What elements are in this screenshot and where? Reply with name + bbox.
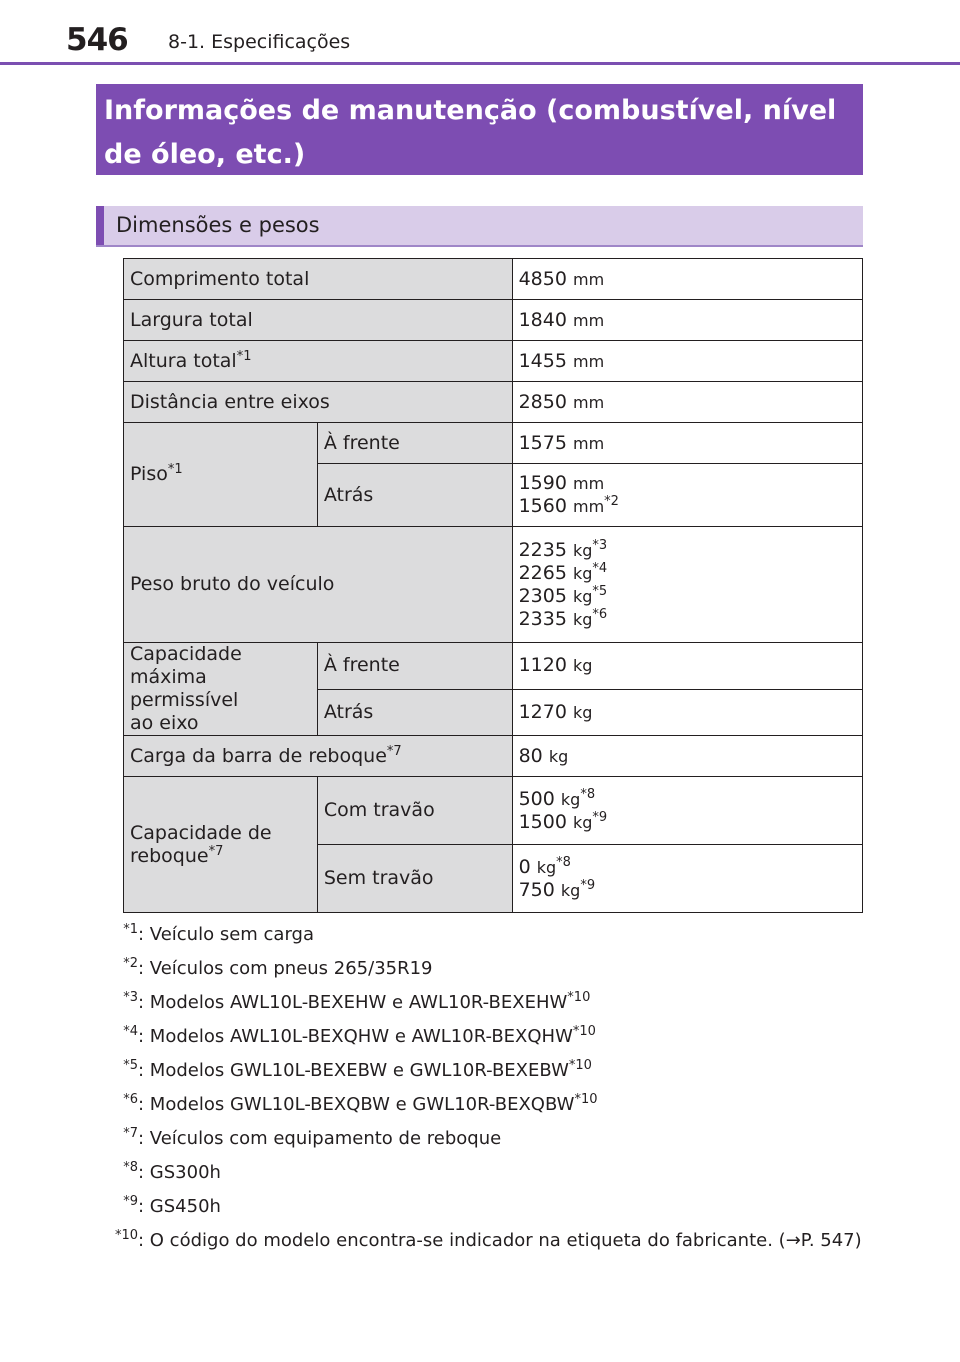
row-sublabel: Atrás	[317, 464, 512, 527]
table-row	[124, 382, 863, 423]
row-label: Capacidade de reboque$^{*7}$	[124, 777, 318, 913]
row-sublabel: À frente	[317, 423, 512, 464]
table-row	[124, 259, 863, 300]
row-sublabel: Com travão	[317, 777, 512, 845]
row-label: Piso$^{*1}$	[124, 423, 318, 527]
page-title: Informações de manutenção (combustível, nível de óleo, etc.)	[96, 84, 863, 175]
row-value: 2850 mm	[512, 382, 862, 423]
header-divider	[0, 62, 960, 65]
row-value: 1455 mm	[512, 341, 862, 382]
specs-table	[123, 258, 863, 913]
row-sublabel: Sem travão	[317, 845, 512, 913]
row-value: 4850 mm	[512, 259, 862, 300]
section-divider	[96, 245, 863, 247]
table-row	[124, 341, 863, 382]
row-value: 500 $kg^{*8}$ 1500 $kg^{*9}$	[512, 777, 862, 845]
page-number: 546	[66, 22, 128, 58]
chapter-title: 8-1. Especificações	[168, 31, 351, 53]
row-value: 1575 mm	[512, 423, 862, 464]
row-value: 1840 mm	[512, 300, 862, 341]
footnote: $^{*3}$: Modelos AWL10L-BEXEHW e AWL10R-BEXEHW$^{*10}$	[123, 990, 591, 1013]
footnote: $^{*7}$: Veículos com equipamento de reboque	[123, 1126, 502, 1149]
section-heading: Dimensões e pesos	[96, 206, 863, 246]
footnote: $^{*5}$: Modelos GWL10L-BEXEBW e GWL10R-BEXEBW$^{*10}$	[123, 1058, 592, 1081]
page-header	[0, 0, 960, 68]
table-row	[124, 300, 863, 341]
footnote: $^{*2}$: Veículos com pneus 265/35R19	[123, 956, 433, 979]
row-label: Distância entre eixos	[124, 382, 513, 423]
footnote: $^{*4}$: Modelos AWL10L-BEXQHW e AWL10R-BEXQHW$^{*10}$	[123, 1024, 596, 1047]
row-sublabel: À frente	[317, 643, 512, 690]
row-value: 2235 $kg^{*3}$ 2265 $kg^{*4}$ 2305 $kg^{*5}$ 2335 $kg^{*6}$	[512, 527, 862, 643]
table-row	[124, 527, 863, 643]
row-label: Carga da barra de reboque$^{*7}$	[124, 736, 513, 777]
footnote: $^{*1}$: Veículo sem carga	[123, 922, 314, 945]
row-label: Capacidade máxima permissível ao eixo	[124, 643, 318, 736]
row-label: Comprimento total	[124, 259, 513, 300]
row-label: Largura total	[124, 300, 513, 341]
row-value: 1120 kg	[512, 643, 862, 690]
table-row	[124, 423, 863, 464]
footnote: $^{*10}$: O código do modelo encontra-se indicador na etiqueta do fabricante. (→P. 547)	[114, 1228, 862, 1251]
footnote: $^{*6}$: Modelos GWL10L-BEXQBW e GWL10R-BEXQBW$^{*10}$	[123, 1092, 598, 1115]
table-row	[124, 777, 863, 845]
row-sublabel: Atrás	[317, 689, 512, 736]
row-value: 0 $kg^{*8}$ 750 $kg^{*9}$	[512, 845, 862, 913]
table-row	[124, 736, 863, 777]
row-label: Peso bruto do veículo	[124, 527, 513, 643]
footnote: $^{*8}$: GS300h	[123, 1160, 221, 1183]
footnote: $^{*9}$: GS450h	[123, 1194, 221, 1217]
table-row	[124, 643, 863, 690]
row-label: Altura total$^{*1}$	[124, 341, 513, 382]
row-value: 1590 mm 1560 $mm^{*2}$	[512, 464, 862, 527]
row-value: 80 kg	[512, 736, 862, 777]
row-value: 1270 kg	[512, 689, 862, 736]
